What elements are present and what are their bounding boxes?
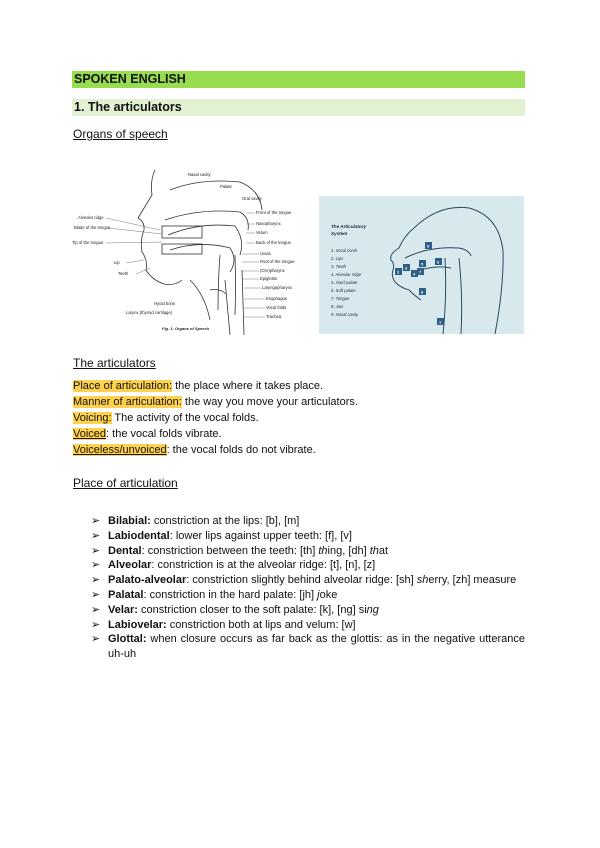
term-voicing: Voicing:: [73, 412, 112, 424]
place-list: [91, 514, 525, 662]
system-item-4: 4. Alveolar ridge: [331, 272, 362, 277]
marker-alveolar: 4: [413, 271, 416, 277]
marker-soft-palate: 6: [437, 259, 440, 265]
system-item-9: 9. Nasal cavity: [331, 312, 359, 317]
articulators-heading: The articulators: [73, 356, 156, 370]
label-nasopharynx: Nasopharynx: [256, 221, 281, 226]
label-larynx: Larynx (thyroid cartilage): [126, 310, 173, 315]
system-item-3: 3. Teeth: [331, 264, 346, 269]
arrow-bullet-icon: ➢: [91, 633, 101, 646]
system-item-7: 7. Tongue: [331, 296, 350, 301]
list-item-glottal: ➢ Glottal: when closure occurs as far back as the glottis: as in the negative utterance uh-uh: [91, 633, 525, 661]
definition-voicing: Voicing: The activity of the vocal folds.: [73, 412, 259, 424]
system-item-5: 5. Hard palate: [331, 280, 358, 285]
articulatory-system-figure: [319, 196, 524, 334]
label-trachea: Trachea: [266, 314, 282, 319]
definition-place: Place of articulation: the place where it takes place.: [73, 380, 324, 392]
term-voiced: Voiced: [73, 428, 107, 440]
label-tip: Tip of the tongue: [72, 240, 104, 245]
arrow-bullet-icon: ➢: [91, 574, 101, 587]
term-place: Place of articulation:: [73, 380, 173, 392]
arrow-bullet-icon: ➢: [91, 544, 101, 557]
label-uvula: Uvula: [260, 251, 271, 256]
list-item-bilabial: ➢ Bilabial: constriction at the lips: [b], [m]: [91, 515, 300, 527]
marker-teeth: 3: [405, 265, 408, 271]
definition-voiceless: Voiceless/unvoiced: the vocal folds do not vibrate.: [73, 444, 316, 456]
marker-jaw: 8: [421, 289, 424, 295]
definition-manner: Manner of articulation: the way you move your articulators.: [73, 396, 358, 408]
marker-vocal-cords: 1: [439, 319, 442, 325]
label-laryngopharynx: Laryngopharynx: [262, 285, 293, 290]
term-voiceless: Voiceless/unvoiced: [73, 444, 167, 456]
system-title-2: System: [331, 231, 348, 236]
list-item-alveolar: ➢ Alveolar: constriction is at the alveolar ridge: [t], [n], [z]: [91, 559, 376, 572]
definition-voiced: Voiced: the vocal folds vibrate.: [73, 428, 222, 440]
term-manner: Manner of articulation:: [73, 396, 182, 408]
label-front-tongue: Front of the tongue: [256, 210, 292, 215]
marker-lips: 2: [397, 269, 400, 275]
list-item-velar: ➢ Velar: constriction closer to the soft palate: [k], [ng] sing: [91, 603, 379, 616]
system-title-1: The Articulatory: [331, 224, 367, 229]
document-title: SPOKEN ENGLISH: [72, 71, 525, 88]
section-heading: 1. The articulators: [72, 99, 525, 116]
list-item-labiovelar: ➢ Labiovelar: constriction both at lips and velum: [w]: [91, 618, 356, 631]
arrow-bullet-icon: ➢: [91, 603, 101, 616]
organs-of-speech-figure: [70, 160, 350, 340]
label-back-tongue: Back of the tongue: [256, 240, 291, 245]
label-blade: Blade of the tongue: [74, 225, 111, 230]
marker-tongue: 7: [419, 269, 422, 275]
label-lip: Lip: [114, 260, 120, 265]
label-esophagus: Esophagus: [266, 296, 287, 301]
label-palate: Palate: [220, 184, 232, 189]
marker-nasal: 9: [427, 243, 430, 249]
list-item-palatal: ➢ Palatal: constriction in the hard palate: [jh] joke: [91, 588, 338, 601]
figure-caption: Fig. 1: Organs of Speech: [162, 326, 210, 331]
list-item-palato-alveolar: ➢ Palato-alveolar: constriction slightly behind alveolar ridge: [sh] sherry, [zh] measure: [91, 574, 517, 587]
system-item-8: 8. Jaw: [331, 304, 344, 309]
system-item-6: 6. Soft palate: [331, 288, 356, 293]
label-alveolar-ridge: Alveolar ridge: [78, 215, 104, 220]
arrow-bullet-icon: ➢: [91, 515, 101, 527]
face-profile: [138, 170, 182, 285]
label-nasal-cavity: Nasal cavity: [188, 172, 211, 177]
label-vocal-folds: Vocal folds: [266, 305, 287, 310]
marker-hard-palate: 5: [421, 261, 424, 267]
place-heading: Place of articulation: [73, 476, 178, 490]
label-epiglottis: Epiglottis: [260, 276, 277, 281]
list-item-dental: ➢ Dental: constriction between the teeth: [th] thing, [dh] that: [91, 544, 389, 557]
label-oropharynx: (Oro)pharynx: [260, 268, 285, 273]
label-root-tongue: Root of the tongue: [260, 259, 295, 264]
label-oral-cavity: Oral cavity: [242, 196, 262, 201]
system-item-2: 2. Lips: [331, 256, 344, 261]
label-teeth: Teeth: [118, 271, 129, 276]
arrow-bullet-icon: ➢: [91, 529, 101, 542]
arrow-bullet-icon: ➢: [91, 618, 101, 631]
arrow-bullet-icon: ➢: [91, 559, 101, 572]
label-hyoid: Hyoid bone: [154, 301, 176, 306]
system-item-1: 1. Vocal cords: [331, 248, 358, 253]
organs-heading: Organs of speech: [73, 127, 168, 141]
arrow-bullet-icon: ➢: [91, 588, 101, 601]
list-item-labiodental: ➢ Labiodental: lower lips against upper teeth: [f], [v]: [91, 529, 352, 542]
label-velum: Velum: [256, 230, 268, 235]
